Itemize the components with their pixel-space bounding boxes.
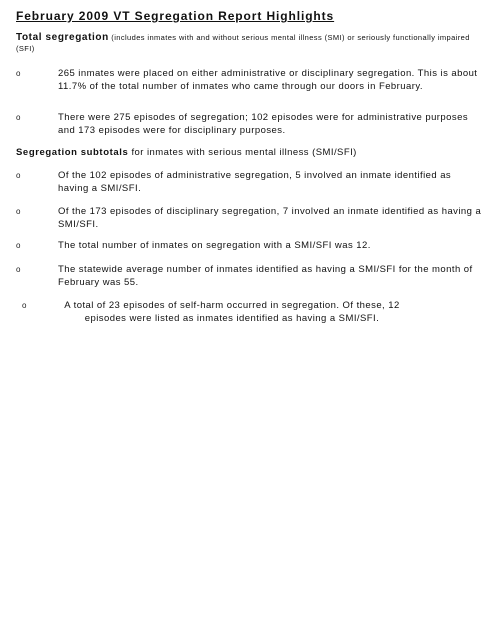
bullet-marker: o <box>22 301 27 310</box>
list-item-text: A total of 23 episodes of self-harm occurred in segregation. Of these, 12 episodes were listed as inmates identified as having a SMI/SFI. <box>64 300 400 324</box>
total-segregation-heading: Total segregation <box>16 32 109 43</box>
bullet-marker: o <box>16 207 21 216</box>
list-item <box>16 206 482 231</box>
list-item-text: The statewide average number of inmates identified as having a SMI/SFI for the month of February was 55. <box>58 264 473 288</box>
segregation-subtotals-intro <box>16 147 486 159</box>
list-item-text: The total number of inmates on segregation with a SMI/SFI was 12. <box>58 240 371 251</box>
list-item-text: Of the 173 episodes of disciplinary segregation, 7 involved an inmate identified as having a SMI/SFI. <box>58 206 482 230</box>
list-item-text: 265 inmates were placed on either administrative or disciplinary segregation. This is about 11.7% of the total number of inmates who came through our doors in February. <box>58 68 478 92</box>
list-item-text: There were 275 episodes of segregation; 102 episodes were for administrative purposes and 173 episodes were for disciplinary purposes. <box>58 112 469 136</box>
list-item <box>16 68 482 93</box>
list-item-text: Of the 102 episodes of administrative segregation, 5 involved an inmate identified as having a SMI/SFI. <box>58 170 452 194</box>
list-item <box>16 240 482 253</box>
bullet-marker: o <box>16 241 21 250</box>
bullet-marker: o <box>16 69 21 78</box>
report-title: February 2009 VT Segregation Report Highlights <box>16 9 335 23</box>
total-segregation-intro <box>16 32 486 54</box>
total-segregation-note: (includes inmates with and without serious mental illness (SMI) or seriously functionally impaired (SFI) <box>16 33 470 53</box>
bullet-marker: o <box>16 171 21 180</box>
bullet-marker: o <box>16 265 21 274</box>
segregation-subtotals-note: for inmates with serious mental illness (SMI/SFI) <box>131 147 357 158</box>
list-item <box>16 300 482 325</box>
list-item <box>16 112 482 137</box>
list-item <box>16 170 482 195</box>
segregation-subtotals-heading: Segregation subtotals <box>16 147 129 158</box>
bullet-marker: o <box>16 113 21 122</box>
list-item <box>16 264 482 289</box>
